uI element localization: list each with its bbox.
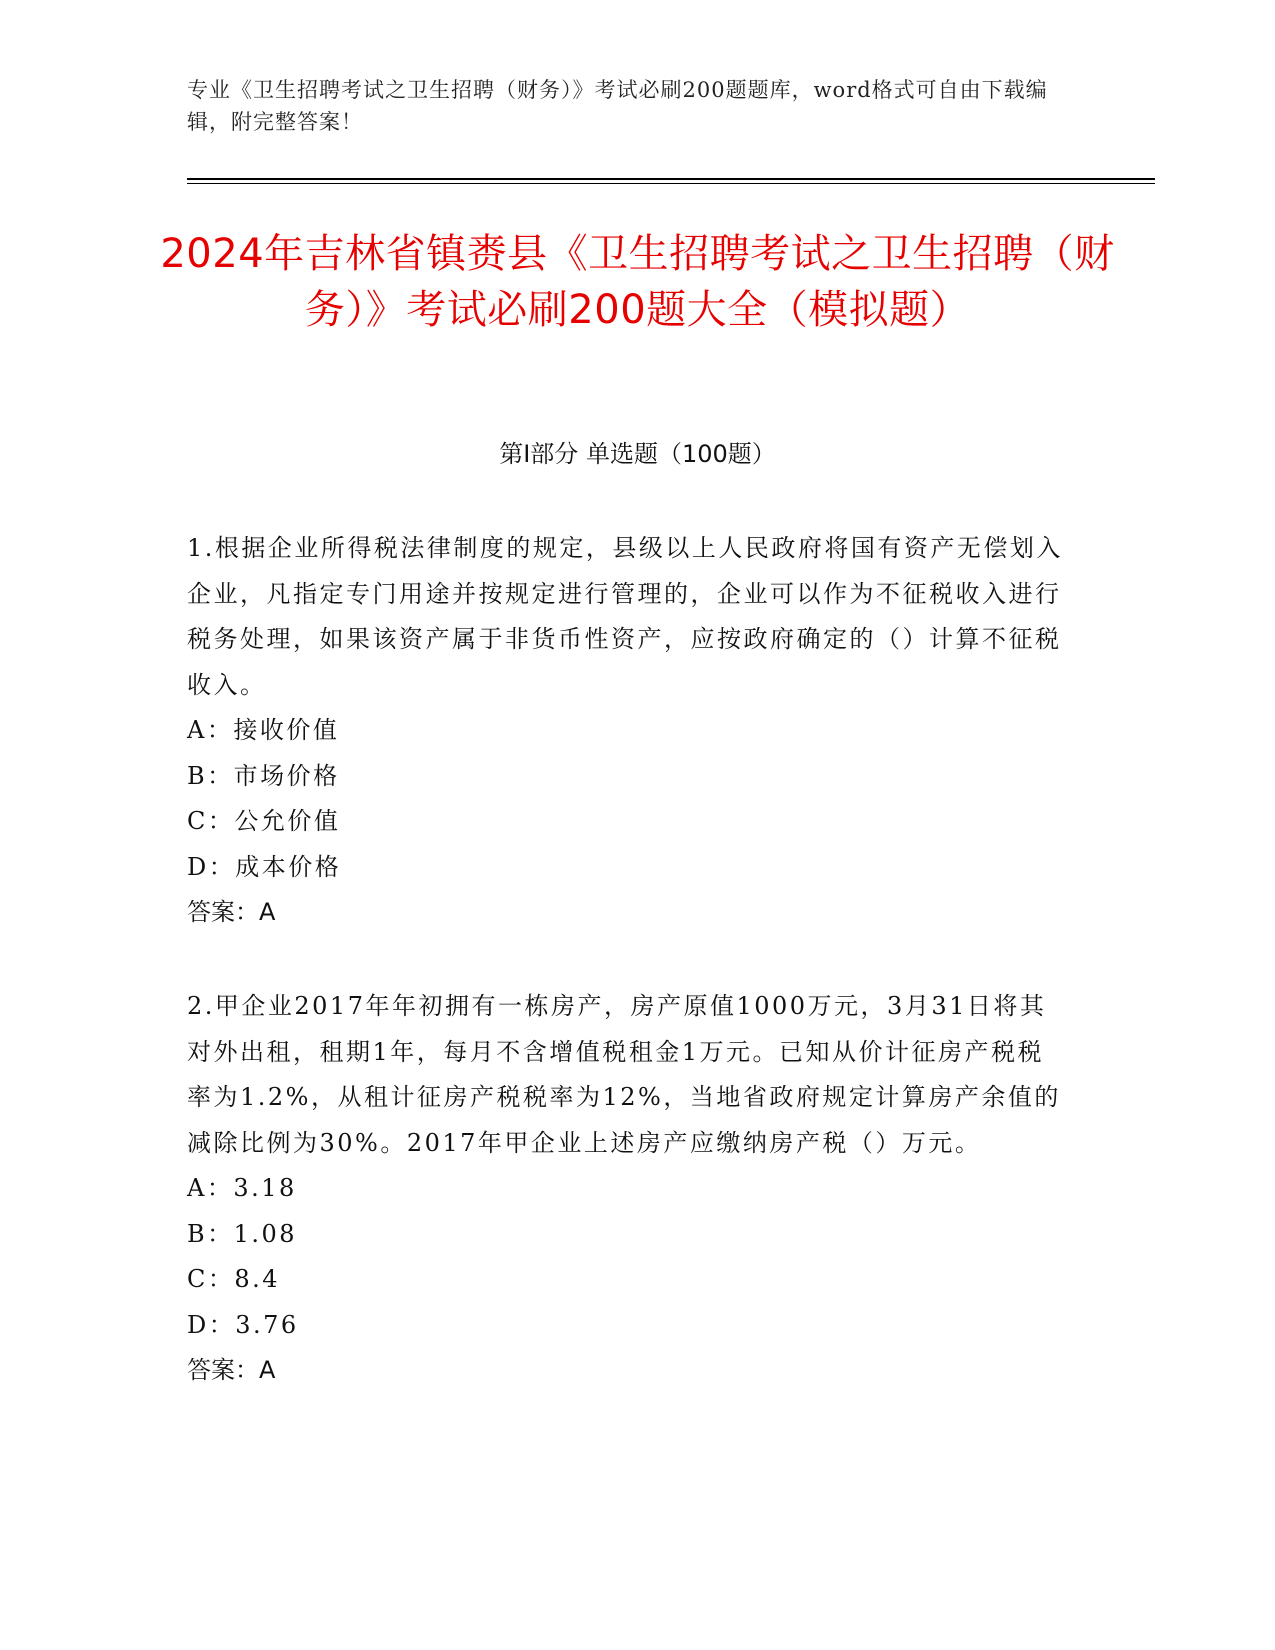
option-b: B：1.08 [187, 1219, 298, 1248]
option-c: C：公允价值 [187, 807, 341, 835]
header-divider-thick [187, 178, 1155, 180]
option-a: A：接收价值 [187, 716, 340, 744]
header-note: 专业《卫生招聘考试之卫生招聘（财务）》考试必刷200题题库，word格式可自由下载编辑，附完整答案！ [187, 78, 1048, 134]
question-1 [187, 526, 1067, 936]
answer: 答案：A [187, 898, 276, 926]
header-divider-thin [187, 183, 1155, 184]
question-stem: 2.甲企业2017年年初拥有一栋房产，房产原值1000万元，3月31日将其对外出租，租期1年，每月不含增值税租金1万元。已知从价计征房产税税率为1.2%，从租计征房产税税率为12%，当地省政府规定计算房产余值的减除比例为30%。2017年甲企业上述房产应缴纳房产税（）万元。 [187, 992, 1061, 1157]
option-d: D：3.76 [187, 1310, 299, 1339]
answer: 答案：A [187, 1356, 276, 1384]
option-d: D：成本价格 [187, 852, 342, 881]
option-c: C：8.4 [187, 1265, 281, 1293]
option-b: B：市场价格 [187, 761, 340, 790]
section-heading: 第I部分 单选题（100题） [499, 440, 776, 468]
option-a: A：3.18 [187, 1174, 297, 1202]
document-title: 2024年吉林省镇赉县《卫生招聘考试之卫生招聘（财务）》考试必刷200题大全（模拟题） [160, 231, 1115, 333]
question-stem: 1.根据企业所得税法律制度的规定，县级以上人民政府将国有资产无偿划入企业，凡指定专门用途并按规定进行管理的，企业可以作为不征税收入进行税务处理，如果该资产属于非货币性资产，应按政府确定的（）计算不征税收入。 [187, 534, 1063, 699]
question-2 [187, 984, 1067, 1394]
